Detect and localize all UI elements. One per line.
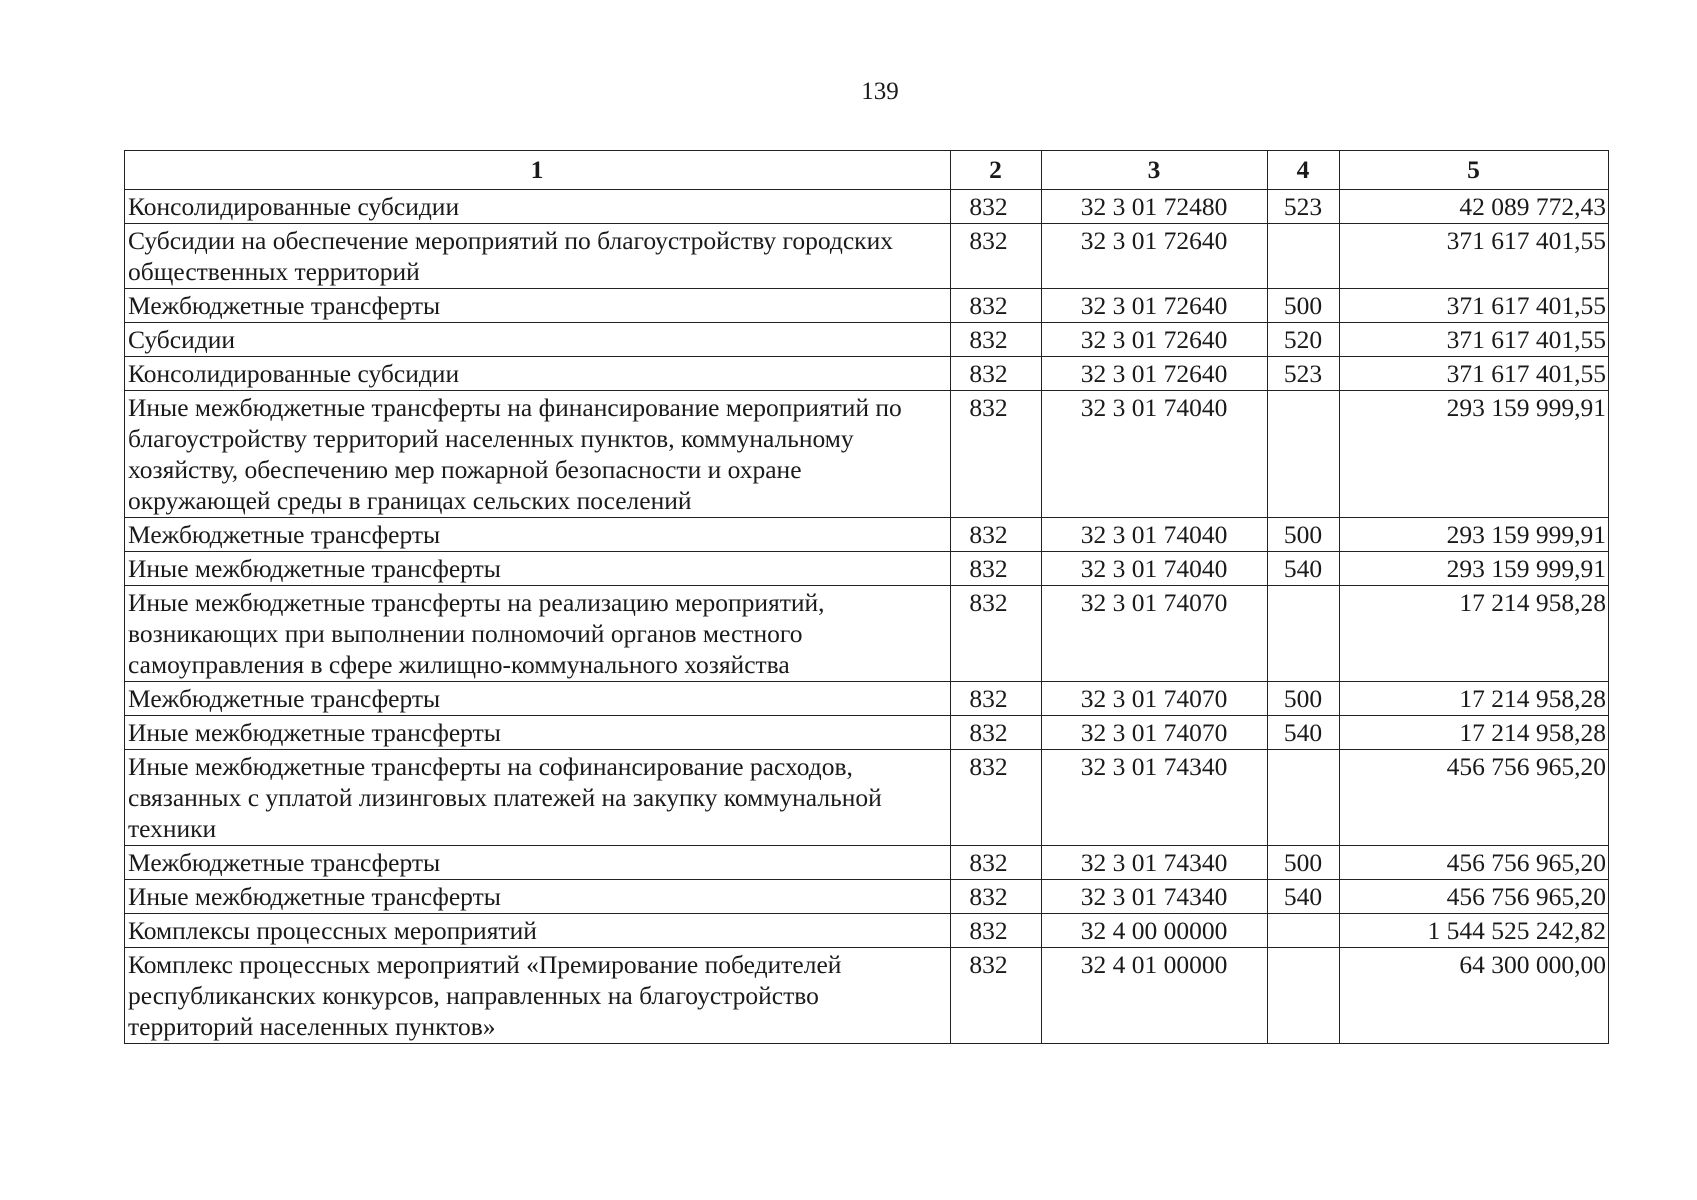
row-amount-cell: 371 617 401,55 [1340,323,1609,357]
table-row [125,846,1609,880]
row-ministry-code-cell: 832 [951,289,1042,323]
row-expense-type-cell: 500 [1268,518,1340,552]
table-row [125,750,1609,846]
row-expense-type-cell: 540 [1268,552,1340,586]
row-target-code-cell: 32 3 01 72640 [1042,224,1268,289]
row-name-cell: Консолидированные субсидии [125,190,951,224]
row-amount-cell: 42 089 772,43 [1340,190,1609,224]
row-ministry-code-cell: 832 [951,518,1042,552]
row-name-cell: Иные межбюджетные трансферты на реализацию мероприятий, возникающих при выполнении полномочий органов местного самоуправления в сфере жилищно-коммунального хозяйства [125,586,951,682]
row-target-code-cell: 32 3 01 74040 [1042,518,1268,552]
row-target-code-cell: 32 4 01 00000 [1042,948,1268,1044]
row-name-cell: Консолидированные субсидии [125,357,951,391]
row-name-cell: Иные межбюджетные трансферты [125,880,951,914]
header-row [125,151,1609,190]
row-expense-type-cell: 523 [1268,357,1340,391]
table-body [125,190,1609,1044]
row-ministry-code-cell: 832 [951,190,1042,224]
row-name-cell: Межбюджетные трансферты [125,682,951,716]
table-row [125,518,1609,552]
row-ministry-code-cell: 832 [951,750,1042,846]
budget-table [124,150,1609,1044]
table-row [125,716,1609,750]
row-target-code-cell: 32 3 01 72640 [1042,357,1268,391]
row-name-cell: Межбюджетные трансферты [125,289,951,323]
row-expense-type-cell: 500 [1268,846,1340,880]
row-ministry-code-cell: 832 [951,846,1042,880]
row-target-code-cell: 32 3 01 74070 [1042,586,1268,682]
row-expense-type-cell [1268,750,1340,846]
row-ministry-code-cell: 832 [951,323,1042,357]
row-name-cell: Межбюджетные трансферты [125,846,951,880]
row-amount-cell: 293 159 999,91 [1340,391,1609,518]
row-amount-cell: 371 617 401,55 [1340,357,1609,391]
row-expense-type-cell: 520 [1268,323,1340,357]
row-expense-type-cell [1268,914,1340,948]
row-expense-type-cell: 500 [1268,289,1340,323]
row-name-cell: Субсидии [125,323,951,357]
row-amount-cell: 1 544 525 242,82 [1340,914,1609,948]
table-row [125,357,1609,391]
row-target-code-cell: 32 4 00 00000 [1042,914,1268,948]
row-target-code-cell: 32 3 01 74040 [1042,391,1268,518]
table-row [125,552,1609,586]
row-ministry-code-cell: 832 [951,914,1042,948]
table-row [125,682,1609,716]
row-target-code-cell: 32 3 01 74040 [1042,552,1268,586]
row-ministry-code-cell: 832 [951,357,1042,391]
row-name-cell: Комплекс процессных мероприятий «Премирование победителей республиканских конкурсов, направленных на благоустройство территорий населенных пунктов» [125,948,951,1044]
row-target-code-cell: 32 3 01 72640 [1042,289,1268,323]
row-ministry-code-cell: 832 [951,552,1042,586]
table-row [125,948,1609,1044]
row-target-code-cell: 32 3 01 74340 [1042,750,1268,846]
row-amount-cell: 456 756 965,20 [1340,880,1609,914]
row-amount-cell: 17 214 958,28 [1340,586,1609,682]
row-expense-type-cell: 540 [1268,880,1340,914]
table-row [125,880,1609,914]
row-expense-type-cell: 540 [1268,716,1340,750]
header-col-2: 2 [951,151,1042,190]
row-amount-cell: 456 756 965,20 [1340,750,1609,846]
row-name-cell: Межбюджетные трансферты [125,518,951,552]
row-amount-cell: 17 214 958,28 [1340,716,1609,750]
row-expense-type-cell: 500 [1268,682,1340,716]
row-ministry-code-cell: 832 [951,224,1042,289]
row-expense-type-cell [1268,948,1340,1044]
row-name-cell: Субсидии на обеспечение мероприятий по благоустройству городских общественных территорий [125,224,951,289]
row-target-code-cell: 32 3 01 74340 [1042,880,1268,914]
row-expense-type-cell [1268,391,1340,518]
row-expense-type-cell: 523 [1268,190,1340,224]
row-amount-cell: 293 159 999,91 [1340,518,1609,552]
header-col-4: 4 [1268,151,1340,190]
row-target-code-cell: 32 3 01 74070 [1042,682,1268,716]
table-row [125,323,1609,357]
row-name-cell: Иные межбюджетные трансферты [125,552,951,586]
row-amount-cell: 17 214 958,28 [1340,682,1609,716]
table-row [125,224,1609,289]
row-expense-type-cell [1268,586,1340,682]
row-target-code-cell: 32 3 01 72640 [1042,323,1268,357]
row-amount-cell: 64 300 000,00 [1340,948,1609,1044]
row-expense-type-cell [1268,224,1340,289]
row-target-code-cell: 32 3 01 72480 [1042,190,1268,224]
row-target-code-cell: 32 3 01 74340 [1042,846,1268,880]
row-ministry-code-cell: 832 [951,948,1042,1044]
header-col-3: 3 [1042,151,1268,190]
row-ministry-code-cell: 832 [951,586,1042,682]
row-amount-cell: 293 159 999,91 [1340,552,1609,586]
row-amount-cell: 371 617 401,55 [1340,224,1609,289]
table-row [125,586,1609,682]
row-name-cell: Иные межбюджетные трансферты [125,716,951,750]
row-target-code-cell: 32 3 01 74070 [1042,716,1268,750]
table-row [125,391,1609,518]
row-name-cell: Иные межбюджетные трансферты на финансирование мероприятий по благоустройству территорий населенных пунктов, коммунальному хозяйству, обеспечению мер пожарной безопасности и охране окружающей среды в границах сельских поселений [125,391,951,518]
row-name-cell: Иные межбюджетные трансферты на софинансирование расходов, связанных с уплатой лизинговых платежей на закупку коммунальной техники [125,750,951,846]
header-col-1: 1 [125,151,951,190]
row-ministry-code-cell: 832 [951,716,1042,750]
row-ministry-code-cell: 832 [951,880,1042,914]
header-col-5: 5 [1340,151,1609,190]
row-name-cell: Комплексы процессных мероприятий [125,914,951,948]
page-number: 139 [861,78,899,105]
table-row [125,289,1609,323]
row-amount-cell: 456 756 965,20 [1340,846,1609,880]
table-row [125,190,1609,224]
row-ministry-code-cell: 832 [951,682,1042,716]
row-ministry-code-cell: 832 [951,391,1042,518]
row-amount-cell: 371 617 401,55 [1340,289,1609,323]
table-row [125,914,1609,948]
